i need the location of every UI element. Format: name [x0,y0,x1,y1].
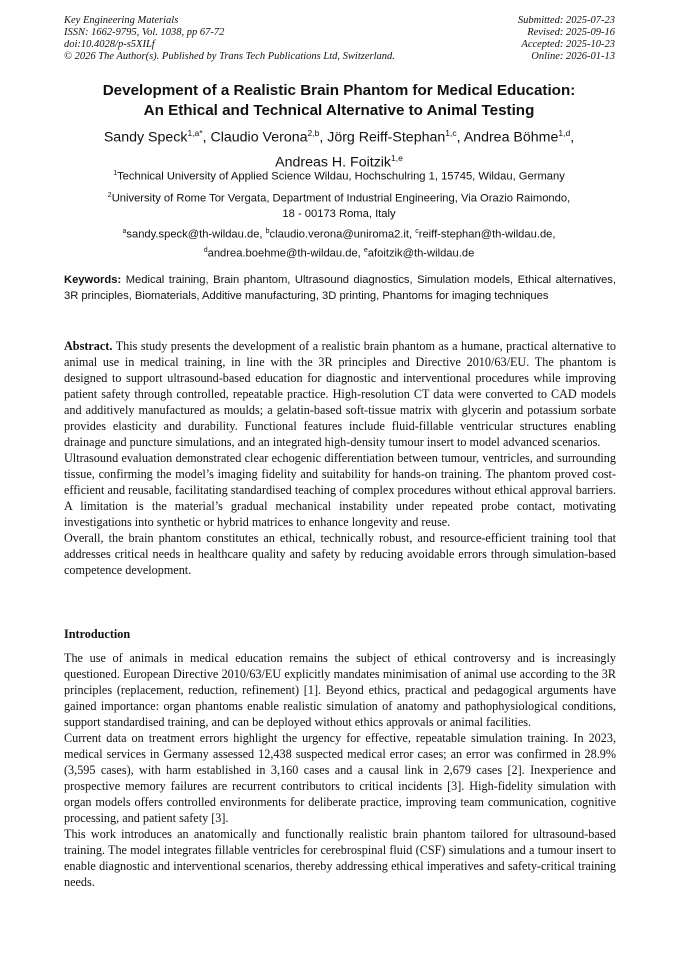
abstract-paragraph-1 [64,338,616,450]
email-link[interactable]: andrea.boehme@th-wildau.de [207,247,358,260]
email-mark: c [415,228,419,235]
copyright-line: © 2026 The Author(s). Published by Trans Tech Publications Ltd, Switzerland. [64,51,395,62]
affiliation-mark: 1 [113,170,118,177]
author-affil-mark: 2,b [307,128,320,138]
author-name: Claudio Verona [210,129,308,146]
keywords-label: Keywords: [64,274,122,286]
abstract-text: This study presents the development of a realistic brain phantom as a humane, practical alternative to animal use in medical training, in line with the 3R principles and Directive 2010/63/EU. The phantom is designed to support ultrasound-based education for diagnostic and interventional procedures while improving patient safety through controlled, repeatable practice. High-resolution CT data were converted to CAD models and additively manufactured as moulds; a gelatin-based soft-tissue matrix with glycerin and potassium sorbate provides elasticity and durability. Functional features include fluid-fillable ventricular structures enabling drainage and puncture simulations, and an integrated high-density tumour insert to model advanced scenarios. [64,339,617,449]
submitted-date: Submitted: 2025-07-23 [517,15,615,26]
email-link[interactable]: reiff-stephan@th-wildau.de [418,228,553,241]
revised-date: Revised: 2025-09-16 [527,27,615,38]
keywords-block [64,273,616,304]
affiliation-text: 18 - 00173 Roma, Italy [282,207,396,220]
abstract-paragraph-3: Overall, the brain phantom constitutes an ethical, technically robust, and resource-efficient training tool that addresses critical needs in healthcare quality and safety by reducing avoidable errors through simulation-based competence development. [64,531,616,577]
keywords-text: Medical training, Brain phantom, Ultrasound diagnostics, Simulation models, Ethical alternatives, 3R principles, Biomaterials, Additive manufacturing, 3D printing, Phantoms for imaging techniques [64,274,617,302]
online-date: Online: 2026-01-13 [531,51,615,62]
title-line-2: An Ethical and Technical Alternative to Animal Testing [143,102,535,119]
doi-line[interactable]: doi:10.4028/p-s5XILf [64,39,155,50]
email-link[interactable]: claudio.verona@uniroma2.it [269,228,410,241]
author-affil-mark: 1,c [445,128,457,138]
affiliation-mark: 2 [107,192,112,199]
abstract-label: Abstract. [64,339,113,353]
email-mark: e [363,246,368,254]
journal-header [64,15,395,63]
author-name: Jörg Reiff-Stephan [327,129,446,146]
paper-title [40,81,638,121]
email-list: $^a$sandy.speck@th-wildau.de, $^b$claudio.verona@uniroma2.it, $^c$reiff-stephan@th-wildau.de, $^d$andrea.boehme@th-wildau.de, $^e$afoitzik@th-wildau.de [122,228,556,260]
affiliation-2 [60,188,618,222]
affiliation-1 [60,166,618,185]
author-name: Sandy Speck [103,129,188,146]
affiliation-text: Technical University of Applied Science Wildau, Hochschulring 1, 15745, Wildau, Germany [117,170,565,183]
issn-line: ISSN: 1662-9795, Vol. 1038, pp 67-72 [64,27,225,38]
abstract-section [64,338,616,578]
email-mark: b [265,228,270,235]
email-link[interactable]: sandy.speck@th-wildau.de [126,228,260,241]
email-link[interactable]: afoitzik@th-wildau.de [367,247,475,260]
introduction-paragraph-3: This work introduces an anatomically and functionally realistic brain phantom tailored for ultrasound-based training. The model integrates fillable ventricles for cerebrospinal fluid (CSF) simulations and a tumour insert to enable diagnostic and interventional scenarios, thereby addressing ethical imperatives and safety-critical training needs. [64,827,616,889]
introduction-paragraph-2: Current data on treatment errors highlight the urgency for effective, repeatable simulation training. In 2023, medical services in Germany assessed 12,438 suspected medical error cases; an error was confirmed in 28.9% (3,595 cases), with harm established in 3,160 cases and a causal link in 2,679 cases [2]. Inexperience and prospective memory failures are recurrent contributors to critical incidents [3]. High-fidelity simulation with organ models offers controlled environments for deliberate practice, improving team communication, cognitive processing, and patient safety [3]. [64,731,616,825]
author-name: Andreas H. Foitzik [275,154,392,171]
introduction-section [64,650,616,890]
author-name: Andrea Böhme [463,129,559,146]
author-affil-mark: 1,a* [187,128,203,138]
abstract-paragraph-2: Ultrasound evaluation demonstrated clear echogenic differentiation between tumour, ventricles, and surrounding tissue, confirming the model’s imaging fidelity and suitability for hands-on training. The phantom proved cost-efficient and reusable, facilitating standardised teaching of complex procedures without ethical approval barriers. A limitation is the material’s gradual mechanical instability under repeated probe contact, motivating investigations into synthetic or hybrid matrices to enhance longevity and reuse. [64,451,616,529]
introduction-heading: Introduction [64,627,131,641]
author-affil-mark: 1,d [558,128,571,138]
journal-name: Key Engineering Materials [64,15,179,26]
title-line-1: Development of a Realistic Brain Phantom for Medical Education: [102,82,576,99]
email-mark: a [122,228,127,235]
author-list: Sandy Speck$^{1,a*}$, Claudio Verona$^{2,b}$, Jörg Reiff-Stephan$^{1,c}$, Andrea Böhme$^{1,d}$, Andreas H. Foitzik$^{1,e}$ [103,128,575,171]
email-mark: d [203,246,208,254]
affiliation-text: University of Rome Tor Vergata, Department of Industrial Engineering, Via Orazio Raimondo, [111,192,571,205]
introduction-paragraph-1: The use of animals in medical education remains the subject of ethical controversy and is increasingly questioned. European Directive 2010/63/EU explicitly mandates minimisation of animal use according to the 3R principles (replacement, reduction, refinement) [1]. Beyond ethics, practical and pedagogical arguments have gained importance: organ phantoms enable realistic simulation of anatomy and pathophysiological conditions, support standardised training, and can be deployed without ethics approvals or animal facilities. [64,651,616,729]
dates-header [518,15,615,63]
accepted-date: Accepted: 2025-10-23 [521,39,615,50]
author-affil-mark: 1,e [391,152,403,163]
